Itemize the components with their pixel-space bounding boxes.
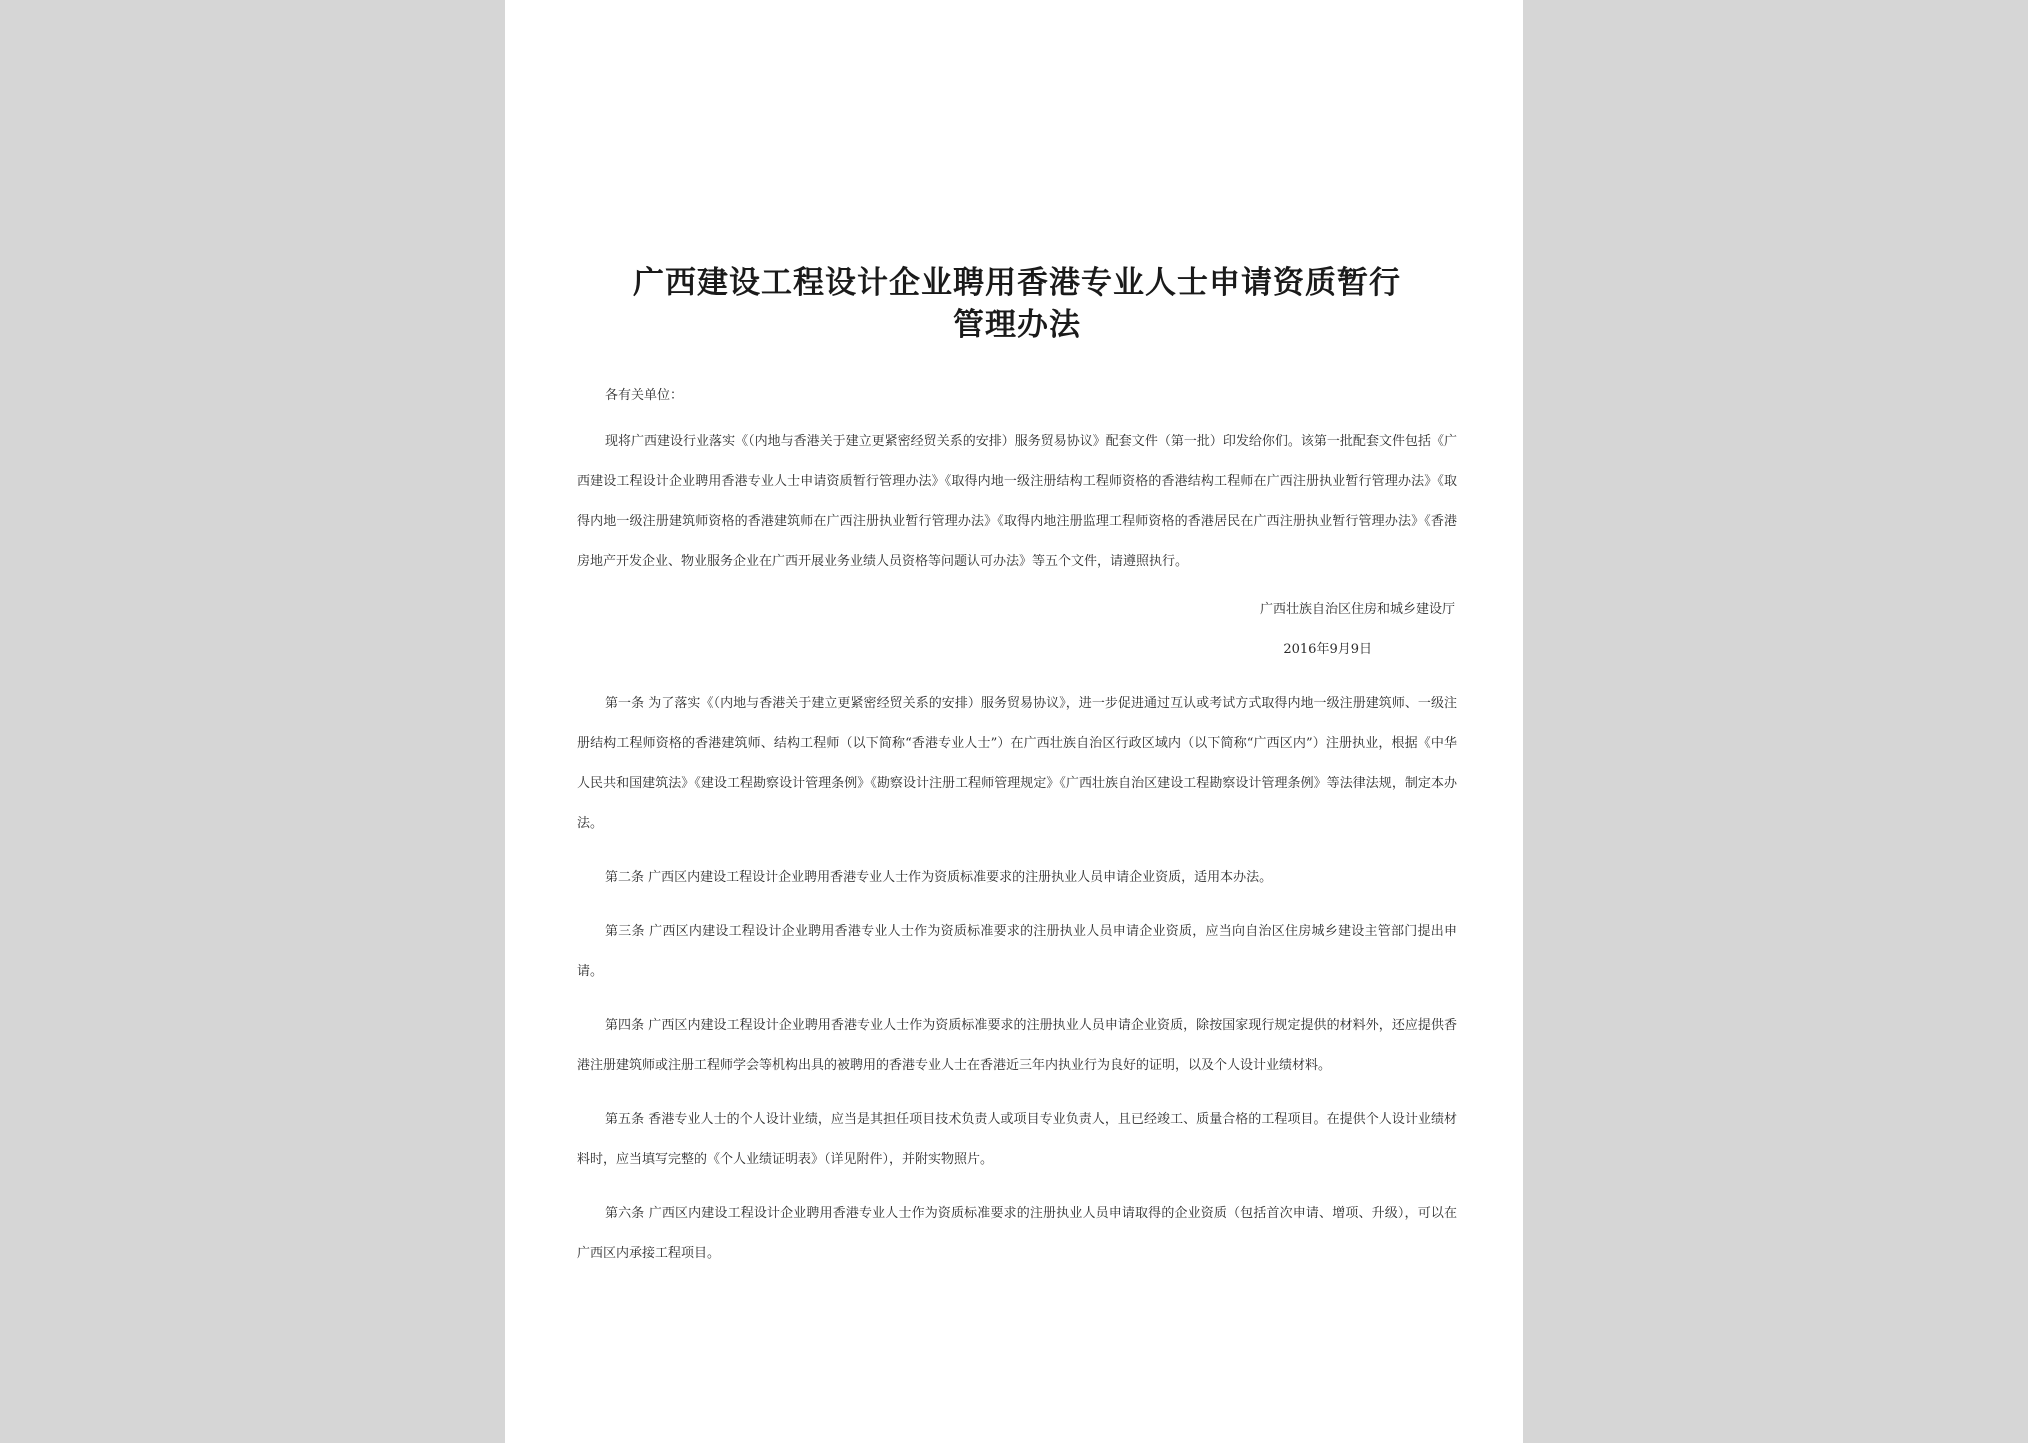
document-page	[505, 0, 1523, 1443]
document-title	[577, 262, 1457, 346]
intro-paragraph: 现将广西建设行业落实《（内地与香港关于建立更紧密经贸关系的安排）服务贸易协议》配套文件（第一批）印发给你们。该第一批配套文件包括《广西建设工程设计企业聘用香港专业人士申请资质暂行管理办法》《取得内地一级注册结构工程师资格的香港结构工程师在广西注册执业暂行管理办法》《取得内地一级注册建筑师资格的香港建筑师在广西注册执业暂行管理办法》《取得内地注册监理工程师资格的香港居民在广西注册执业暂行管理办法》《香港房地产开发企业、物业服务企业在广西开展业务业绩人员资格等问题认可办法》等五个文件，请遵照执行。	[577, 434, 1457, 569]
salutation: 各有关单位：	[605, 388, 684, 403]
article-4: 第四条 广西区内建设工程设计企业聘用香港专业人士作为资质标准要求的注册执业人员申请企业资质，除按国家现行规定提供的材料外，还应提供香港注册建筑师或注册工程师学会等机构出具的被聘用的香港专业人士在香港近三年内执业行为良好的证明，以及个人设计业绩材料。	[577, 1018, 1457, 1073]
signature-date: 2016年9月9日	[1283, 642, 1372, 657]
article-5: 第五条 香港专业人士的个人设计业绩，应当是其担任项目技术负责人或项目专业负责人，且已经竣工、质量合格的工程项目。在提供个人设计业绩材料时，应当填写完整的《个人业绩证明表》（详见附件），并附实物照片。	[577, 1112, 1457, 1167]
title-line-1: 广西建设工程设计企业聘用香港专业人士申请资质暂行	[633, 265, 1401, 301]
article-2: 第二条 广西区内建设工程设计企业聘用香港专业人士作为资质标准要求的注册执业人员申请企业资质，适用本办法。	[605, 870, 1273, 885]
article-3: 第三条 广西区内建设工程设计企业聘用香港专业人士作为资质标准要求的注册执业人员申请企业资质，应当向自治区住房城乡建设主管部门提出申请。	[577, 924, 1457, 979]
title-line-2: 管理办法	[953, 307, 1081, 343]
article-1: 第一条 为了落实《（内地与香港关于建立更紧密经贸关系的安排）服务贸易协议》，进一步促进通过互认或考试方式取得内地一级注册建筑师、一级注册结构工程师资格的香港建筑师、结构工程师（以下简称“香港专业人士”）在广西壮族自治区行政区域内（以下简称“广西区内”）注册执业，根据《中华人民共和国建筑法》《建设工程勘察设计管理条例》《勘察设计注册工程师管理规定》《广西壮族自治区建设工程勘察设计管理条例》等法律法规，制定本办法。	[577, 696, 1457, 831]
article-6: 第六条 广西区内建设工程设计企业聘用香港专业人士作为资质标准要求的注册执业人员申请取得的企业资质（包括首次申请、增项、升级），可以在广西区内承接工程项目。	[577, 1206, 1457, 1261]
signature-organization: 广西壮族自治区住房和城乡建设厅	[1259, 602, 1455, 617]
